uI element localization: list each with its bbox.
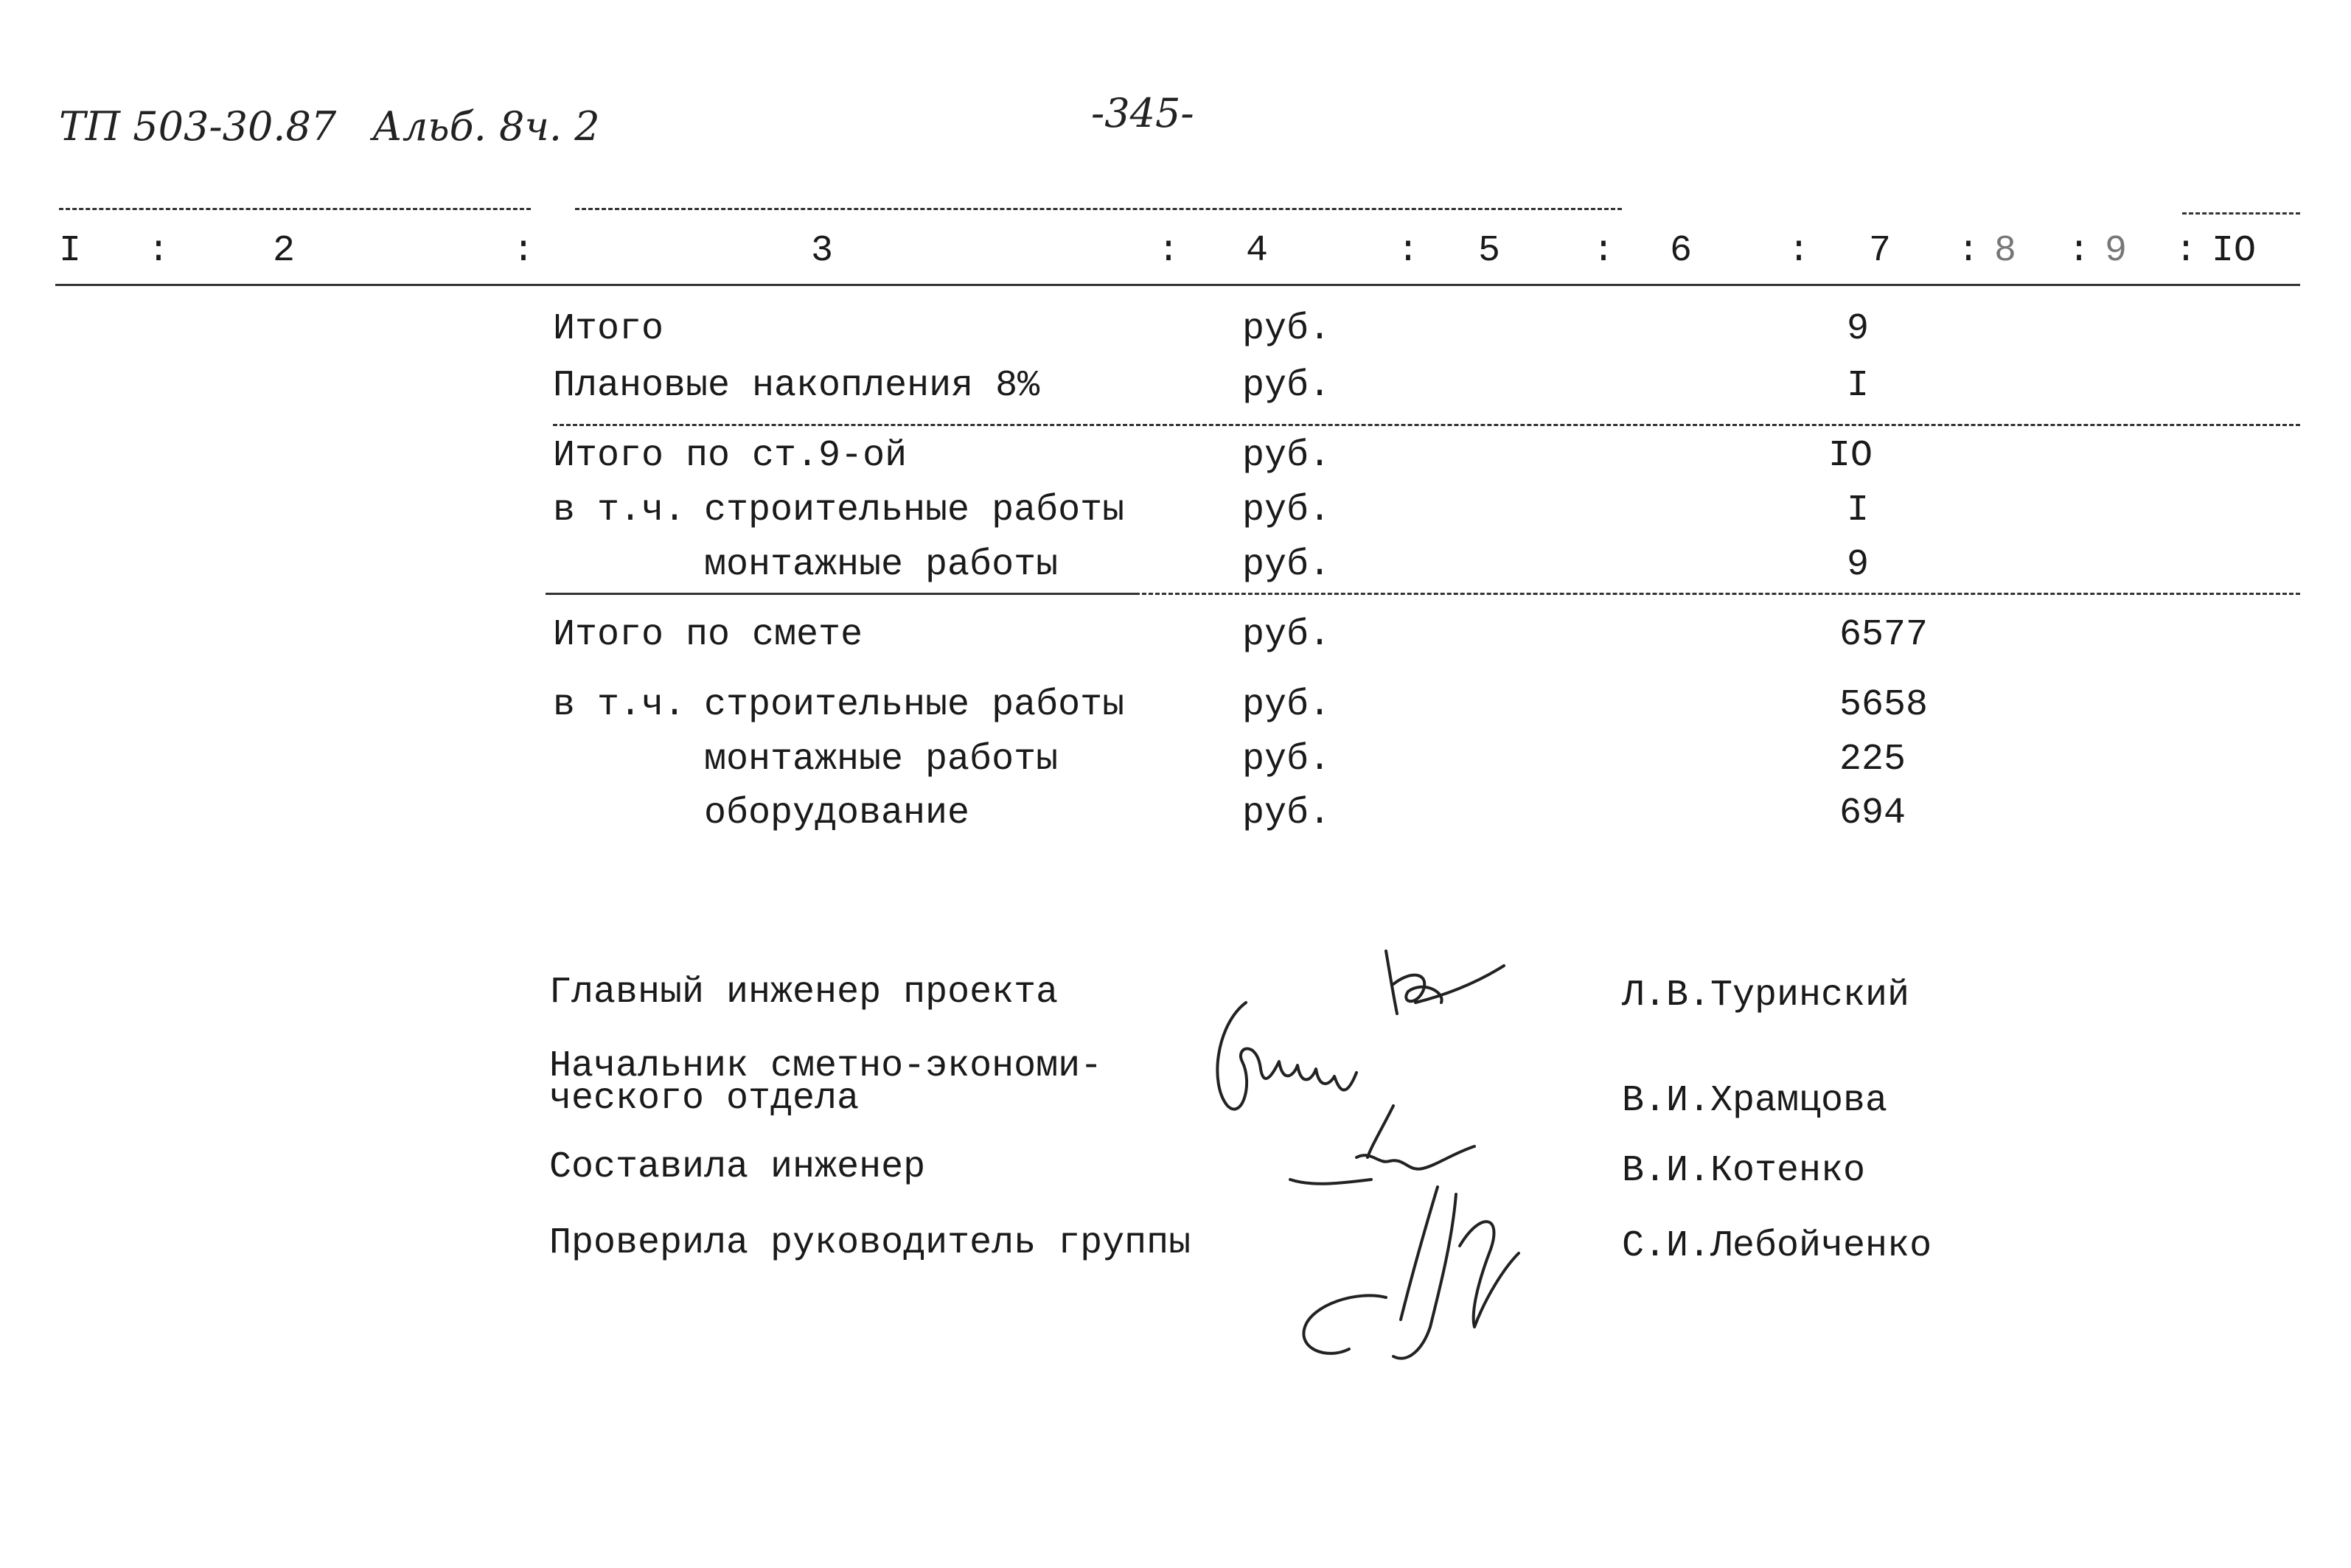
row-unit: руб. [1242, 544, 1331, 586]
signatory-name: В.И.Храмцова [1622, 1080, 1888, 1122]
signatory-role: Проверила руководитель группы [549, 1222, 1191, 1264]
row-unit: руб. [1242, 489, 1331, 532]
row-name: монтажные работы [704, 739, 1059, 781]
row-name: строительные работы [704, 684, 1125, 726]
row-prefix: в т.ч. [553, 684, 686, 726]
signatory-name: В.И.Котенко [1622, 1150, 1866, 1192]
column-separator: : [1957, 230, 1980, 272]
column-header: 3 [811, 230, 834, 272]
row-unit: руб. [1242, 792, 1331, 834]
column-header: 9 [2105, 230, 2128, 272]
signatory-role: Составила инженер [549, 1146, 926, 1188]
signatory-role: Начальник сметно-экономи- [549, 1045, 1103, 1087]
header-top-rule [59, 208, 531, 210]
section-rule [546, 593, 1135, 595]
row-name: Итого по смете [553, 614, 863, 656]
row-name: Итого по ст.9-ой [553, 435, 908, 477]
column-separator: : [512, 230, 535, 272]
signatory-name: С.И.Лебойченко [1622, 1225, 1932, 1267]
row-name: Плановые накопления 8% [553, 365, 1040, 407]
row-unit: руб. [1242, 365, 1331, 407]
column-separator: : [1397, 230, 1420, 272]
row-value: I [1847, 489, 1870, 532]
row-unit: руб. [1242, 308, 1331, 350]
column-separator: : [1592, 230, 1615, 272]
row-value: IO [1828, 435, 1873, 477]
signatory-role: ческого отдела [549, 1078, 860, 1120]
column-header: 2 [273, 230, 296, 272]
column-header: 5 [1478, 230, 1501, 272]
signature-kotenko-lebojchenko [1283, 1106, 1548, 1386]
album-reference: Альб. 8ч. 2 [372, 103, 600, 150]
row-value: I [1847, 365, 1870, 407]
row-unit: руб. [1242, 435, 1331, 477]
signatory-role: Главный инженер проекта [549, 972, 1059, 1014]
row-value: 694 [1839, 792, 1906, 834]
document-code: ТП 503-30.87 [59, 103, 337, 150]
column-separator: : [1157, 230, 1180, 272]
column-separator: : [1788, 230, 1811, 272]
row-value: 9 [1847, 308, 1870, 350]
column-header: 6 [1670, 230, 1693, 272]
header-top-rule [575, 208, 1622, 210]
row-value: 6577 [1839, 614, 1929, 656]
column-header: IO [2212, 230, 2257, 272]
column-header: 4 [1246, 230, 1269, 272]
page-number: -345- [1091, 90, 1194, 136]
column-separator: : [2175, 230, 2198, 272]
signatory-name: Л.В.Туринский [1622, 975, 1910, 1017]
row-unit: руб. [1242, 614, 1331, 656]
row-unit: руб. [1242, 684, 1331, 726]
column-header: 7 [1869, 230, 1892, 272]
signature-turinsky [1371, 951, 1519, 1032]
row-name: оборудование [704, 792, 970, 834]
header-top-rule [2182, 212, 2300, 215]
row-name: Итого [553, 308, 664, 350]
column-separator: : [2068, 230, 2091, 272]
section-rule [1135, 593, 2300, 595]
header-bottom-rule [55, 284, 2300, 286]
row-value: 225 [1839, 739, 1906, 781]
row-value: 9 [1847, 544, 1870, 586]
column-header: I [59, 230, 82, 272]
row-name: строительные работы [704, 489, 1125, 532]
row-value: 5658 [1839, 684, 1929, 726]
section-rule [553, 424, 2300, 426]
column-header: 8 [1994, 230, 2017, 272]
column-separator: : [147, 230, 170, 272]
row-unit: руб. [1242, 739, 1331, 781]
row-name: монтажные работы [704, 544, 1059, 586]
row-prefix: в т.ч. [553, 489, 686, 532]
